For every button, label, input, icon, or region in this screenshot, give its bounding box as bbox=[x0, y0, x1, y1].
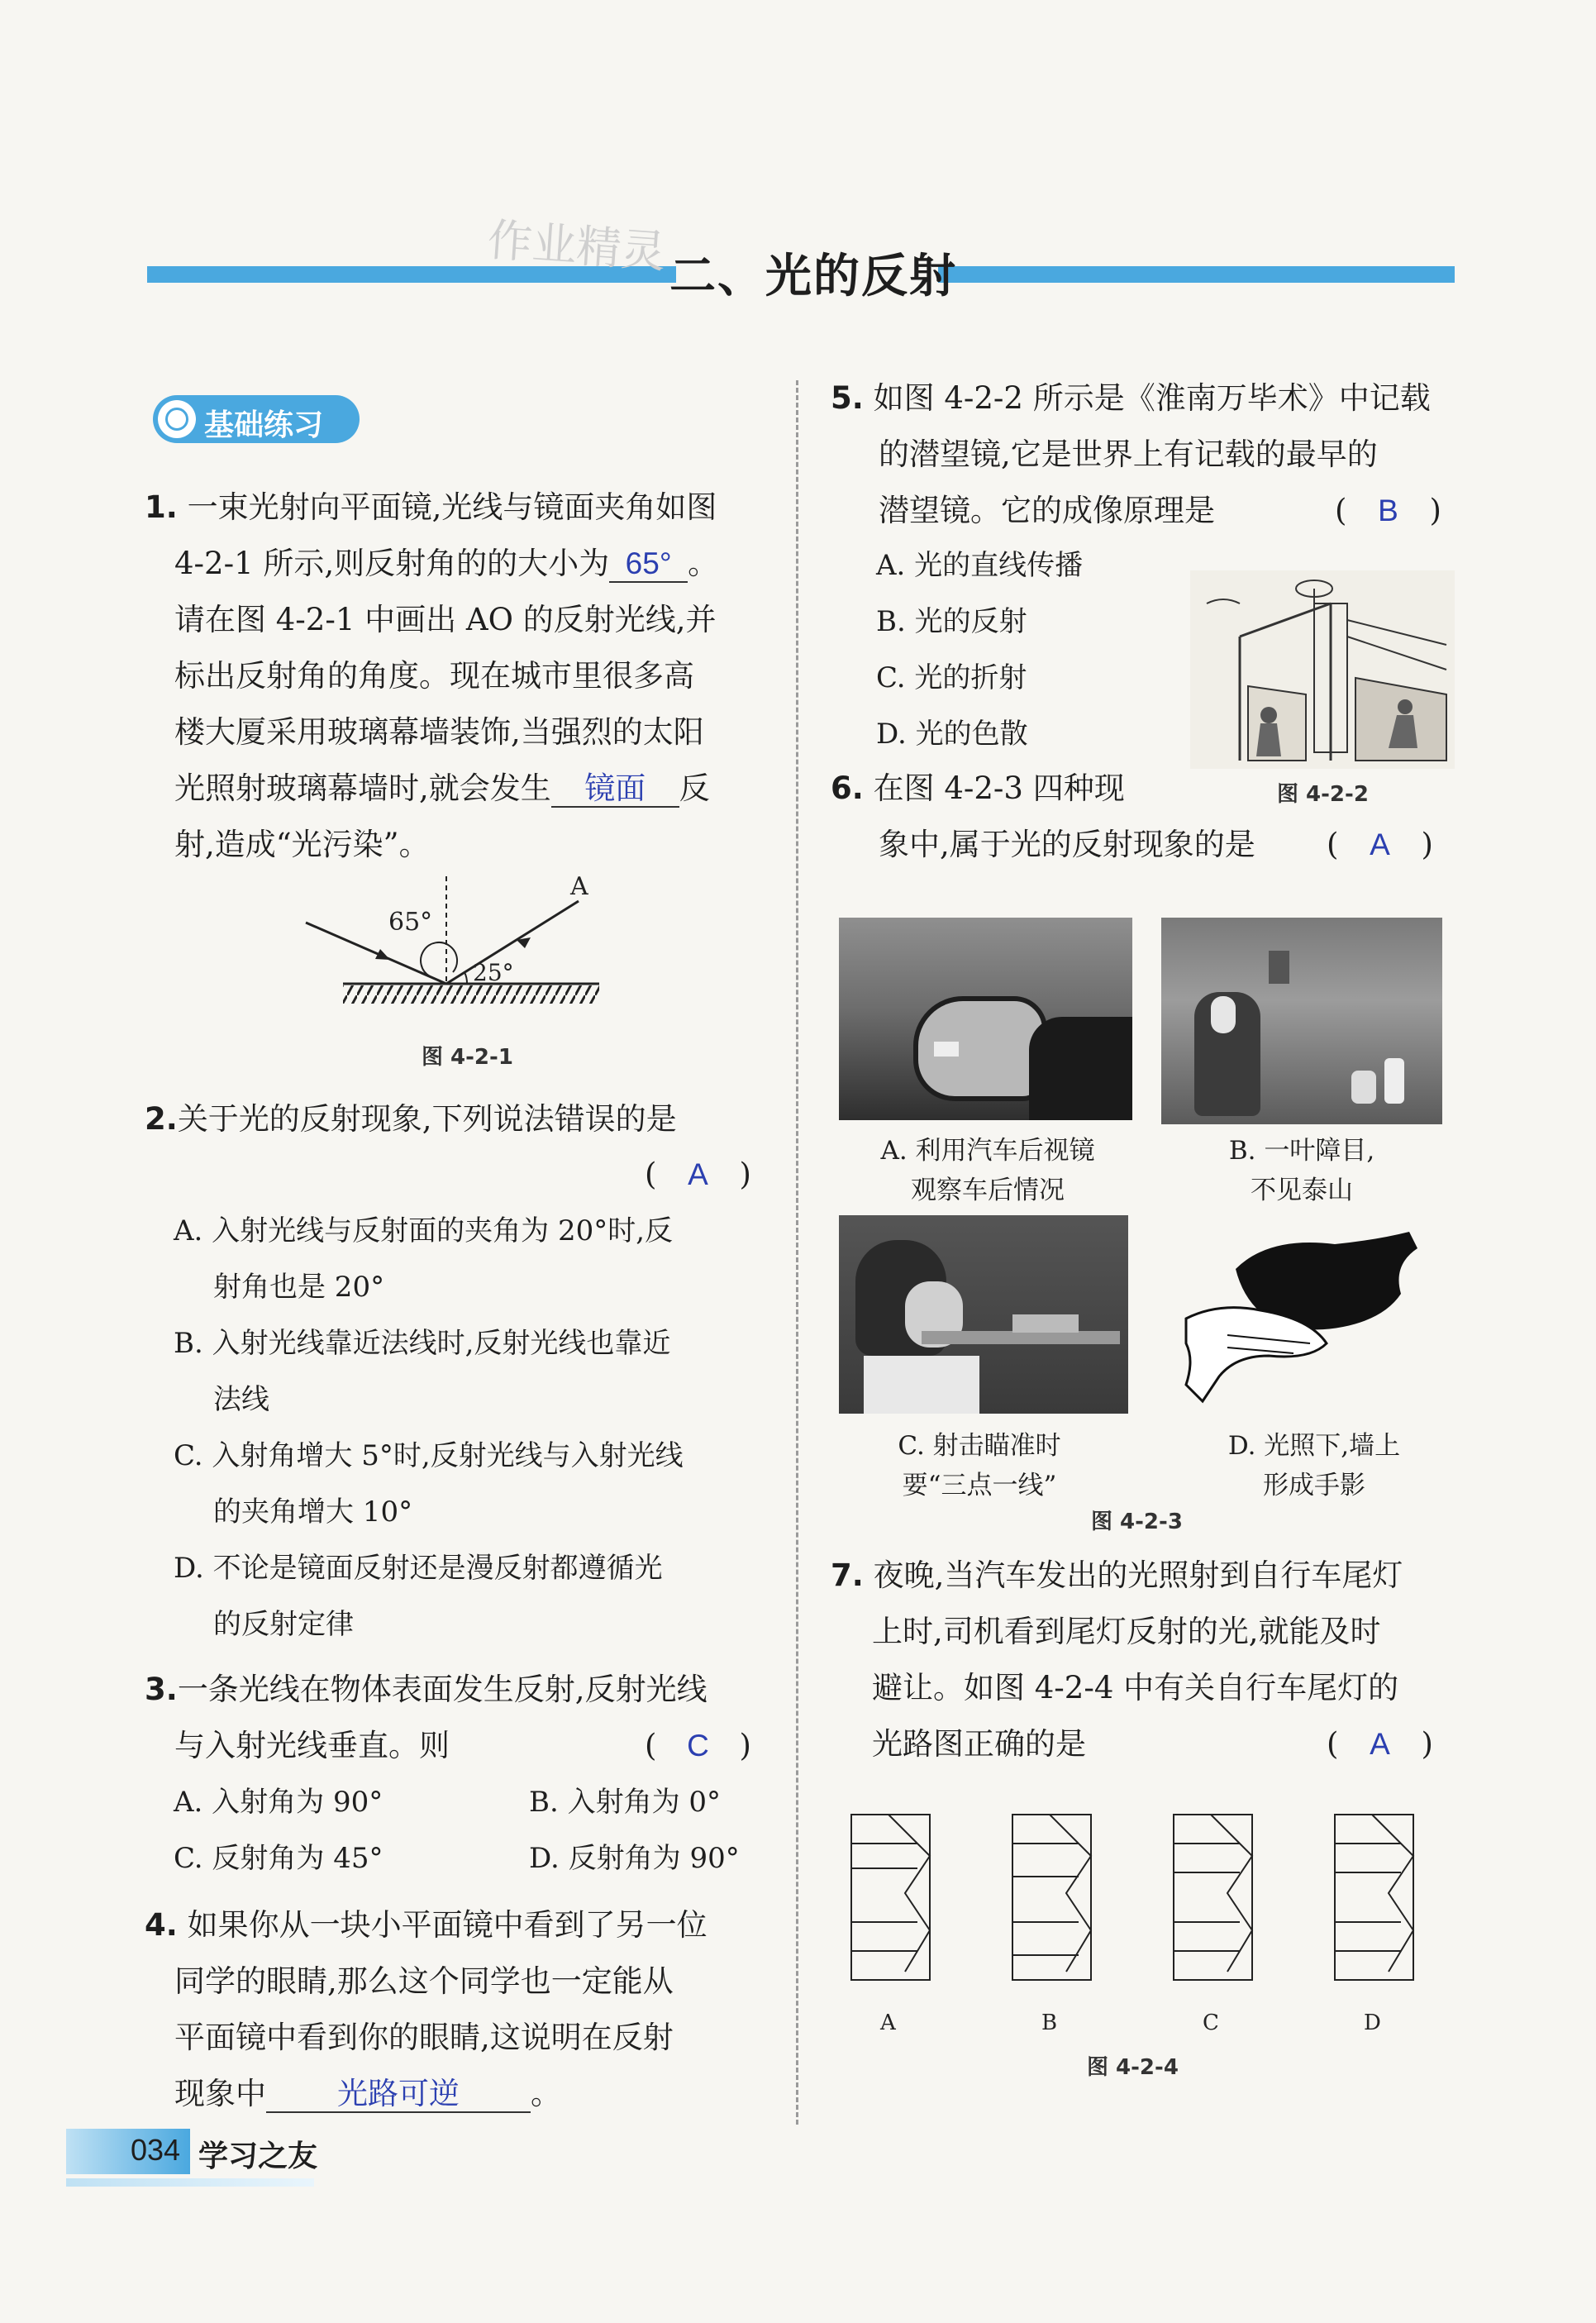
question-6: 6. 在图 4-2-3 四种现 象中,属于光的反射现象的是 bbox=[831, 770, 1255, 862]
tail-light-diagram-b bbox=[1012, 1815, 1091, 1980]
question-number: 7. bbox=[831, 1557, 864, 1593]
answer-paren-2: ( A ) bbox=[645, 1157, 751, 1192]
question-1: 1. 一束光射向平面镜,光线与镜面夹角如图 4-2-1 所示,则反射角的的大小为 65° 。 请在图 4-2-1 中画出 AO 的反射光线,并 标出反射角的角度。现在城市里很多高 楼大厦采用玻璃幕墙装饰,当强烈的太阳 光照射玻璃幕墙时,就会发生 镜面 反 射,造成“光污染”。 bbox=[145, 489, 719, 862]
target-icon bbox=[158, 400, 196, 438]
footer-underline bbox=[66, 2178, 314, 2187]
option-a: A. 入射角为 90° bbox=[174, 1786, 384, 1819]
column-divider bbox=[796, 380, 798, 2125]
section-badge bbox=[153, 395, 360, 443]
photo-car-mirror bbox=[839, 918, 1132, 1120]
mirror-hatch bbox=[343, 985, 599, 1004]
answer-blank: 光路可逆 bbox=[266, 2077, 531, 2113]
answer-paren-5: ( B ) bbox=[1335, 493, 1441, 528]
answer-paren-6: ( A ) bbox=[1327, 827, 1433, 862]
figure-4-2-1 bbox=[298, 868, 612, 1033]
option-c: C. 入射角增大 5°时,反射光线与入射光线 bbox=[174, 1439, 684, 1472]
section-badge-label: 基础练习 bbox=[204, 408, 324, 442]
photo-caption-b: B. 一叶障目, 不见泰山 bbox=[1228, 1136, 1375, 1205]
tail-light-diagram-a bbox=[851, 1815, 930, 1980]
question-5-options bbox=[876, 537, 1083, 762]
question-3: 3.一条光线在物体表面发生反射,反射光线 与入射光线垂直。则 bbox=[145, 1672, 707, 1763]
question-number: 3. bbox=[145, 1672, 178, 1707]
question-number: 2. bbox=[145, 1101, 178, 1137]
photo-shooting bbox=[839, 1215, 1128, 1414]
photo-hand-shadow bbox=[1170, 1219, 1442, 1414]
tail-light-diagram-d bbox=[1335, 1815, 1413, 1980]
question-4: 4. 如果你从一块小平面镜中看到了另一位 同学的眼睛,那么这个同学也一定能从 平面镜中看到你的眼睛,这说明在反射 现象中 光路可逆 。 bbox=[145, 1907, 707, 2111]
question-number: 4. bbox=[145, 1907, 178, 1943]
question-7: 7. 夜晚,当汽车发出的光照射到自行车尾灯 上时,司机看到尾灯反射的光,就能及时 避让。如图 4-2-4 中有关自行车尾灯的 光路图正确的是 bbox=[831, 1557, 1403, 1762]
figure-caption: 图 4-2-2 bbox=[1277, 782, 1369, 807]
option-d: D. 反射角为 90° bbox=[529, 1842, 740, 1875]
diagram-label-d: D bbox=[1364, 2011, 1381, 2035]
angle-label-bottom: 25° bbox=[473, 959, 514, 986]
answer-paren-7: ( A ) bbox=[1327, 1726, 1433, 1762]
option-d: D. 不论是镜面反射还是漫反射都遵循光 bbox=[174, 1552, 663, 1585]
angle-label-top: 65° bbox=[388, 908, 433, 937]
header-bar-right bbox=[938, 266, 1455, 283]
option-a: A. 光的直线传播 bbox=[876, 549, 1084, 582]
question-number: 6. bbox=[831, 770, 864, 806]
page-number: 034 bbox=[131, 2133, 181, 2167]
figure-caption: 图 4-2-3 bbox=[1091, 1510, 1183, 1534]
option-b: B. 入射角为 0° bbox=[529, 1786, 722, 1819]
photo-caption-d: D. 光照下,墙上 形成手影 bbox=[1227, 1431, 1401, 1500]
diagram-label-b: B bbox=[1041, 2011, 1058, 2035]
option-c: C. 光的折射 bbox=[876, 661, 1027, 694]
photo-leaf-blocking bbox=[1161, 918, 1442, 1124]
point-label-a: A bbox=[570, 872, 588, 901]
diagram-label-c: C bbox=[1203, 2011, 1219, 2035]
question-2-options: A. 入射光线与反射面的夹角为 20°时,反 射角也是 20° B. 入射光线靠近法线时,反射光线也靠近 法线 C. 入射角增大 5°时,反射光线与入射光线 的夹角增大 10° D. 不论是镜面反射还是漫反射都遵循光 的反射定律 bbox=[174, 1203, 777, 1653]
question-number: 1. bbox=[145, 489, 178, 525]
diagram-label-a: A bbox=[880, 2011, 896, 2035]
option-c: C. 反射角为 45° bbox=[174, 1842, 384, 1875]
answer-paren-3: ( C ) bbox=[645, 1728, 751, 1763]
photo-caption-c: C. 射击瞄准时 要“三点一线” bbox=[898, 1431, 1061, 1500]
option-d: D. 光的色散 bbox=[876, 718, 1028, 751]
option-b: B. 光的反射 bbox=[876, 605, 1027, 638]
figure-caption: 图 4-2-1 bbox=[422, 1045, 513, 1070]
option-b: B. 入射光线靠近法线时,反射光线也靠近 bbox=[174, 1327, 671, 1360]
question-number: 5. bbox=[831, 380, 864, 416]
question-5: 5. 如图 4-2-2 所示是《淮南万毕术》中记载 的潜望镜,它是世界上有记载的最早的 潜望镜。它的成像原理是 bbox=[831, 380, 1431, 528]
figure-4-2-4 bbox=[839, 1806, 1459, 2046]
figure-4-2-2-illustration bbox=[1190, 570, 1455, 769]
book-title: 学习之友 bbox=[198, 2139, 318, 2173]
option-a: A. 入射光线与反射面的夹角为 20°时,反 bbox=[174, 1214, 674, 1247]
page-title: 二、光的反射 bbox=[669, 250, 957, 303]
header-watermark: 作业精灵 bbox=[485, 213, 668, 279]
question-2: 2.关于光的反射现象,下列说法错误的是 bbox=[145, 1101, 677, 1137]
answer-blank-1: 65° bbox=[609, 547, 688, 583]
figure-caption: 图 4-2-4 bbox=[1087, 2055, 1179, 2080]
answer-blank-2: 镜面 bbox=[551, 772, 679, 808]
tail-light-diagram-c bbox=[1174, 1815, 1252, 1980]
photo-caption-a: A. 利用汽车后视镜 观察车后情况 bbox=[880, 1136, 1095, 1205]
